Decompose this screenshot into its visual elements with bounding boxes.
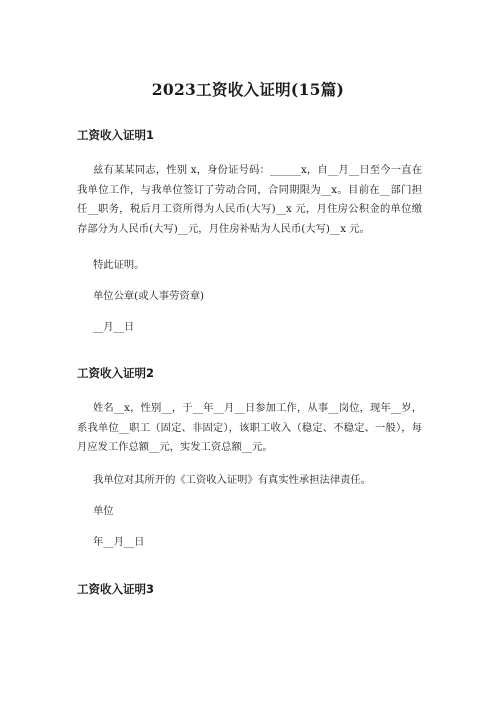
section-2-paragraph: 姓名__x，性别__，于__年__月__日参加工作，从事__岗位，现年__岁，系我单位__职工（固定、非固定），该职工收入（稳定、不稳定、一般），每月应发工作总额__元，实发工资总额__元。	[77, 402, 422, 453]
section-2-line-3: 年__月__日	[93, 536, 145, 548]
section-heading-3: 工资收入证明3	[77, 582, 155, 596]
section-2-line-1: 我单位对其所开的《工资收入证明》有真实性承担法律责任。	[93, 474, 372, 486]
section-1-line-1: 特此证明。	[93, 259, 145, 271]
section-heading-1: 工资收入证明1	[77, 128, 155, 142]
section-1-line-2: 单位公章(或人事劳资章)	[93, 290, 205, 302]
section-heading-2: 工资收入证明2	[77, 366, 155, 380]
section-2-line-2: 单位	[93, 505, 114, 517]
section-1-line-3: __月__日	[93, 321, 135, 333]
document-title: 2023工资收入证明(15篇)	[151, 80, 345, 99]
section-1-paragraph: 兹有某某同志，性别 x，身份证号码：______x，自__月__日至今一直在我单位工作，与我单位签订了劳动合同，合同期限为__x。目前在__部门担任__职务，税后月工资所得为人民币(大写)__x 元，月住房公积金的单位缴存部分为人民币(大写)__元，月住房补贴为人民币(大写)__x 元。	[77, 164, 422, 235]
